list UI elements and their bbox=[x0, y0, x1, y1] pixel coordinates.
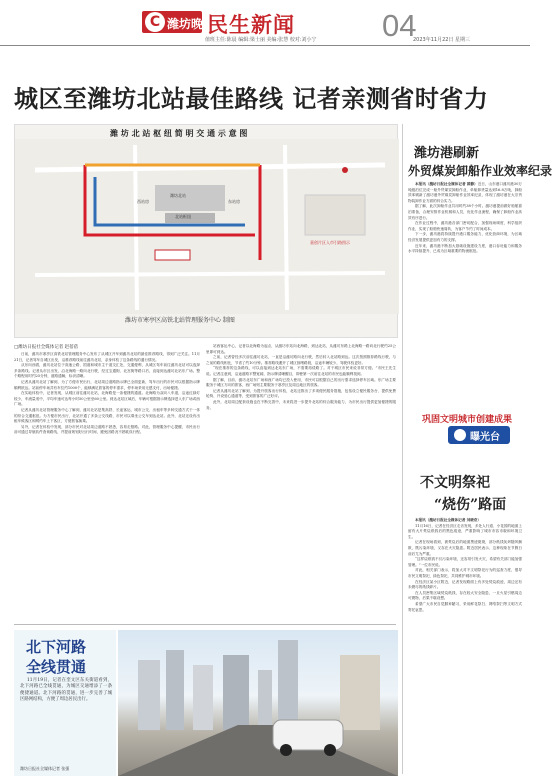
paragraph: 另外，记者在体验中发现，部分市民对北站周边道路不熟悉，容易走错路。对此，管理服务中心提醒，市民出行前可通过导航软件查询路线，并提前规划好出行时间，避免因路况不熟耽误行程。 bbox=[14, 424, 200, 435]
map-drawing bbox=[15, 125, 399, 339]
header-rule bbox=[0, 45, 530, 46]
paragraph: 希望广大市民自觉摒弃陋习，采用鲜花祭扫、网络祭扫等文明方式寄托哀思。 bbox=[408, 601, 522, 612]
paragraph: 从东向西看，潍坊北站位于高速公路、国道和城市主干道交汇处，交通便利，从城区驾车前往潍坊北站可以选择多条路线。记者从市区出发，沿北海路一路向北行驶，经过宝通街、北宫街等路口后，直接到达潍坊北站东广场。整个路程用时约25分钟，道路通畅，标识清晰。 bbox=[14, 363, 200, 379]
paragraph: 日前，潍坊市寒亭区高铁北站管理服务中心发布了从城区开车到潍坊北站的最佳推荐路线，得到广泛关注。11月21日，记者驾车自城区出发，沿推荐路线前往潍坊北站，亲身体验了这条路线的通行情况。 bbox=[14, 352, 200, 362]
banner-line-1: 巩固文明城市创建成果 bbox=[422, 415, 513, 425]
logo-icon: C bbox=[145, 12, 165, 32]
banner-icon bbox=[454, 429, 466, 441]
map-label-route: 嘉创片区入市引路图示 bbox=[310, 240, 350, 245]
paragraph: 在经济区某小区附近，记者发现路面上有多处焚烧痕迹，周边还有未燃尽的纸钱碎片。 bbox=[408, 579, 522, 590]
story-subtitle: “烧伤”路面 bbox=[434, 497, 507, 513]
paragraph: 近年来，潍坊港不断加大基础设施建设力度，港口吞吐能力和服务水平持续提升，已成为区域重要的物流枢纽。 bbox=[408, 243, 522, 254]
map-title: 潍 坊 北 站 枢 纽 简 明 交 通 示 意 图 bbox=[110, 128, 248, 138]
paragraph: 记者从潍坊北站管理服务中心了解到，潍坊北站是集高铁、长途客运、城市公交、出租车等多种交通方式于一体的综合交通枢纽。为方便市民出行，北站开通了多条公交线路，市民可以乘坐公交车到达北站。此外，北站还设有出租车候客区和网约车上下客区，方便旅客换乘。 bbox=[14, 407, 200, 424]
byline bbox=[408, 182, 522, 204]
byline-text: 本报讯（潍坊日报社全媒体记者 刘晓奇） bbox=[415, 518, 481, 522]
page-number: 04 bbox=[382, 8, 417, 43]
paragraph: 之前，记者曾经多次前往潍坊北站，一直是沿潍坊路向北行驶，然后转入北站路到达。这次按照推荐路线行驶，与之前的路线相比，节省了约10分钟。推荐路线避开了城区拥堵路段，沿途车辆较少，驾驶体验更好。 bbox=[206, 355, 396, 365]
road-photo-drawing bbox=[118, 630, 398, 776]
road-photo bbox=[118, 630, 398, 776]
photo-story-body bbox=[20, 678, 112, 764]
paragraph: 11月19日，记者在奎文区东关街道看到，北下河路已全线贯通，为城区交通增添了一条便捷通道。北下河路的贯通，进一步完善了城区路网结构，方便了周边居民出行。 bbox=[20, 678, 112, 703]
article-col-1 bbox=[14, 352, 200, 620]
paragraph: 此外，北站周边配套设施也在不断完善中，未来将进一步提升北站的综合服务能力，为市民出行提供更加便捷的服务。 bbox=[206, 399, 396, 410]
page-title: 城区至潍坊北站最佳路线 记者亲测省时省力 bbox=[14, 84, 489, 113]
transport-map bbox=[14, 124, 398, 338]
story-body bbox=[408, 518, 522, 776]
paragraph: 下一步，潍坊港将持续提升港口服务能力，优化营商环境，为区域经济发展提供更加有力的支撑。 bbox=[408, 232, 522, 242]
paragraph: 在人员密集区域焚烧纸钱，存在较大安全隐患，一旦火星引燃周边可燃物，后果不堪设想。 bbox=[408, 590, 522, 601]
story-title: 潍坊港刷新 bbox=[414, 146, 480, 161]
photo-story-title-1: 北下河路 bbox=[26, 638, 87, 656]
map-label-east: 东站房 bbox=[228, 199, 240, 204]
paragraph: 11月16日，记者在经济区走访发现，多处人行道、小花园的地面上留有大片焚烧纸钱后的黑色痕迹，严重影响了城市市容市貌和环境卫生。 bbox=[408, 523, 522, 539]
section-divider bbox=[14, 624, 396, 625]
credits: 值班主任:陈晨 编辑:梁士丽 美编:张慧 校对:刘小宁 bbox=[205, 37, 317, 43]
paragraph: 记者从潍坊北站了解到，为了方便市民出行，北站周边道路指示牌已全面更新，驾车出行的市民可以根据指示牌顺利抵达。站前停车场共有车位约1000个，能够满足旅客的停车需求，停车场采用无感支付，出场便捷。 bbox=[14, 379, 200, 390]
story-subtitle: 外贸煤炭卸船作业效率纪录 bbox=[408, 164, 552, 178]
map-label-hub: 北站枢纽 bbox=[175, 214, 191, 219]
column-divider bbox=[402, 124, 403, 774]
map-footer: 潍坊市寒亭区高铁北站管理服务中心 制图 bbox=[125, 317, 235, 324]
paragraph: “现在推荐的这条路线，可以直接到达北站东广场，不需要再绕路了。对于城区市民来说非常方便。”市民王先生说。记者注意到，沿途道路平整宽阔，指示牌清晰醒目，即使第一次前往北站的市民也能顺利找到。 bbox=[206, 366, 396, 376]
paragraph: 在实地体验中，记者发现，从城区前往潍坊北站，北海路是一条便捷的通道。北海路为双向八车道，沿途红绿灯较少，车流量适中，平均车速可达每小时50公里至60公里。到达北站区域后，车辆可根据指示牌选择进入东广场或西广场。 bbox=[14, 391, 200, 407]
map-label-west: 西站房 bbox=[137, 199, 149, 204]
photo-story-title-2: 全线贯通 bbox=[26, 658, 87, 676]
story-title: 不文明祭祀 bbox=[420, 475, 490, 491]
paragraph: 在作业过程中，潍坊港各部门密切配合，加强现场调度，科学组织作业，实现了船舶快速周转，为客户节约了时间成本。 bbox=[408, 221, 522, 231]
section-title: 民生新闻 bbox=[207, 12, 295, 37]
banner-line-2: 曝光台 bbox=[470, 432, 500, 443]
lead-text: 近日，山东港口潍坊港30万吨级泊位完成一船外贸煤炭卸船作业，单船卸货量达到16.8万吨，卸船效率刷新了潍坊港外贸煤炭卸船作业效率纪录，体现了潍坊港在大宗货物装卸作业方面的综合实力。 bbox=[408, 182, 522, 203]
paragraph: 对此，相关部门表示，将加大对不文明祭祀行为的巡查力度，倡导市民文明祭祀、绿色祭祀，共同维护城市环境。 bbox=[408, 568, 522, 578]
date: 2023年11月22日 星期三 bbox=[413, 37, 471, 43]
paragraph: 记者从潍坊北站了解到，为提升旅客出行体验，北站还推出了多项便民服务措施，包括设立便民服务台、提供免费轮椅、开设爱心通道等，受到旅客的广泛好评。 bbox=[206, 388, 396, 399]
article-col-2 bbox=[206, 344, 396, 568]
photo-story-byline: 潍坊日报社全媒体记者 张强 bbox=[20, 766, 70, 771]
logo-text: 潍坊晚报 bbox=[167, 17, 216, 31]
paragraph: 据了解，此次卸船作业共用时约38个小时。潍坊港提前做好船舶靠泊准备，合理安排作业机械和人员，优化作业流程，确保了卸船作业高效有序进行。 bbox=[408, 204, 522, 220]
article-byline: □潍坊日报社全媒体记者 赵蓓蓓 bbox=[14, 345, 79, 350]
story-body bbox=[408, 182, 522, 378]
paragraph: 记者在现场看到，被焚烧后的地面黑迹斑斑，部分纸钱灰烬随风飘散，既污染环境，又存在火灾隐患。附近居民表示，这种现象在节假日前后尤为严重。 bbox=[408, 540, 522, 556]
paragraph: “这样烧纸钱不仅污染环境，还容易引发火灾，希望有关部门能加强管理。”一位市民说。 bbox=[408, 557, 522, 567]
paragraph: 站西客运中心，记者以北海路为起点，从潍坊东站向北海路，到达北站，从潍坊东路上北海路一路向北行驶约25公里即可到达。 bbox=[206, 344, 396, 354]
map-label-station: 潍坊北站 bbox=[170, 193, 186, 198]
paragraph: 据了解，目前，潍坊北站东广场和西广场均已投入使用，市民可以根据自己的出行需求选择停车区域。东广场主要服务于城区方向的旅客，西广场则主要服务于寒亭区及周边地区的旅客。 bbox=[206, 377, 396, 388]
byline-text: 本报讯（潍坊日报社全媒体记者 薛静） bbox=[415, 182, 478, 186]
exposure-banner bbox=[408, 412, 524, 450]
